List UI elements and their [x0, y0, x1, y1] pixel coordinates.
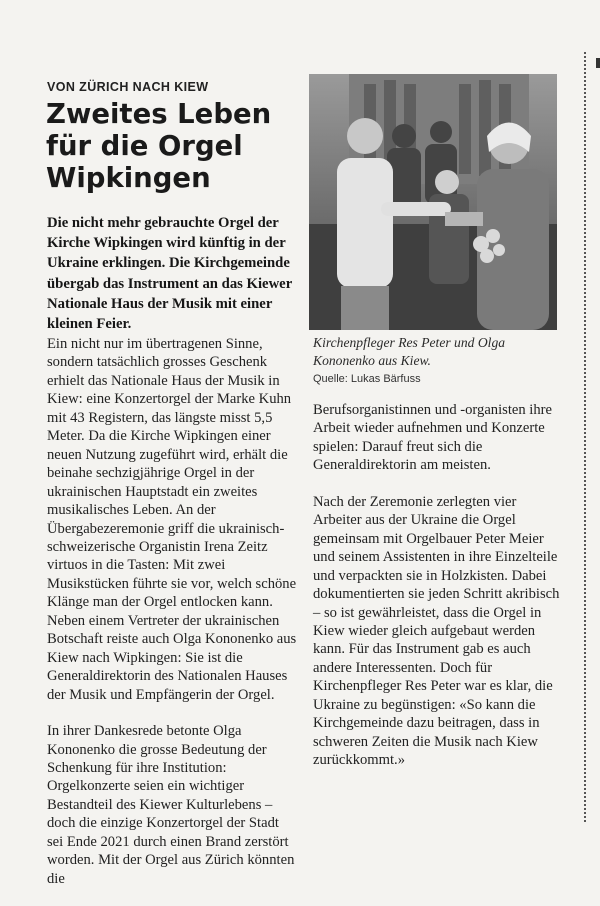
- page-edge-dotted-line: [584, 52, 586, 822]
- left-column: [47, 335, 297, 906]
- page-edge-mark: [596, 58, 600, 68]
- article-photo: [309, 74, 557, 330]
- article-lead: Die nicht mehr gebrauchte Orgel der Kirche Wipkingen wird künftig in der Ukraine erklingen. Die Kirchgemeinde übergab das Instrument an das Kiewer Nationale Haus der Musik mit einer kleinen Feier.: [47, 215, 292, 333]
- paragraph: Nach der Zeremonie zerlegten vier Arbeiter aus der Ukraine die Orgel gemeinsam mit Orgelbauer Peter Meier und seinem Assistenten in ihre Einzelteile und verpackten sie in Holzkisten. Dabei dokumentierten sie jeden Schritt akribisch – so ist gewährleistet, dass die Orgel in Kiew wieder gleich aufgebaut werden kann. Für das Instrument gab es auch andere Interessenten. Doch für Kirchenpfleger Res Peter war es klar, die Ukraine zu begünstigen: «So kann die Kirchgemeinde dazu beitragen, dass in schweren Zeiten die Musik nach Kiew zurückkommt.»: [313, 493, 560, 769]
- paragraph: Ein nicht nur im übertragenen Sinne, sondern tatsächlich grosses Geschenk erhielt das Nationale Haus der Musik in Kiew: eine Konzertorgel der Marke Kuhn mit 43 Registern, das längste misst 5,5 Meter. Da die Kirche Wipkingen einer neuen Nutzung zugeführt wird, erhält die beinahe sechzigjährige Orgel in der ukrainischen Hauptstadt ein zweites musikalisches Leben. An der Übergabezeremonie griff die ukrainisch-schweizerische Organistin Irena Zeitz virtuos in die Tasten: Mit zwei Musikstücken führte sie vor, welch schöne Klänge man der Orgel entlocken kann. Neben einem Vertreter der ukrainischen Botschaft reiste auch Olga Kononenko aus Kiew nach Wipkingen: Sie ist die Generaldirektorin des Nationalen Hauses der Musik und Empfängerin der Orgel.: [47, 336, 297, 703]
- article-kicker: VON ZÜRICH NACH KIEW: [47, 80, 209, 94]
- paragraph: In ihrer Dankesrede betonte Olga Kononenko die grosse Bedeutung der Schenkung für ihre Institution: Orgelkonzerte seien ein wichtiger Bestandteil des Kiewer Kulturlebens – doch die einzige Konzertorgel der Stadt sei Ende 2021 durch einen Brand zerstört worden. Mit der Orgel aus Zürich könnten die: [47, 723, 295, 887]
- article-headline: Zweites Leben für die Orgel Wipkingen: [46, 98, 272, 194]
- photo-credit: Quelle: Lukas Bärfuss: [313, 373, 421, 385]
- right-column: [313, 401, 563, 788]
- photo-icon: [309, 74, 557, 330]
- paragraph: Berufsorganistinnen und -organisten ihre Arbeit wieder aufnehmen und Konzerte spielen: Darauf freut sich die Generaldirektorin am meisten.: [313, 402, 552, 474]
- photo-caption: Kirchenpfleger Res Peter und Olga Kononenko aus Kiew.: [313, 335, 506, 368]
